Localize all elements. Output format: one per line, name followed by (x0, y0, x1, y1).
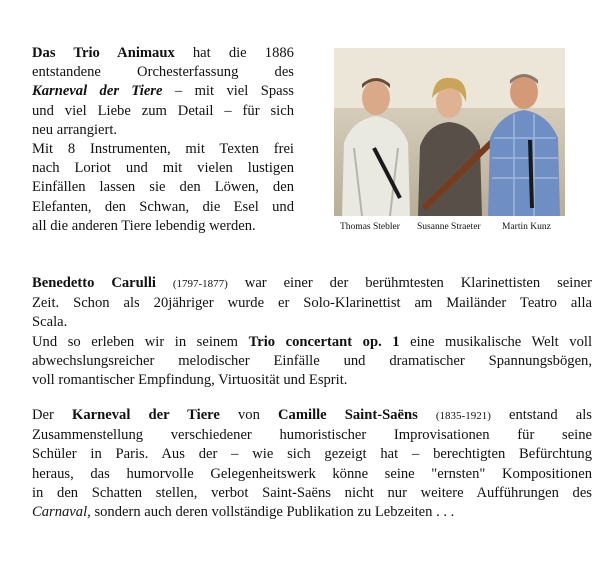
intro-line-1: Das Trio Animaux hat die 1886 (32, 45, 294, 61)
photo-caption: Martin Kunz (502, 222, 551, 232)
intro-paragraph (32, 44, 294, 236)
saintsaens-line-4: heraus, das humorvolle Gelegenheitswerk könne seine "ernsten" Kompositionen (32, 465, 592, 482)
intro-line-10: all die anderen Tiere lebendig werden. (32, 217, 256, 234)
saintsaens-line-6: Carnaval, sondern auch deren vollständige Publikation zu Lebzeiten . . . (32, 504, 455, 521)
carulli-line-2: Zeit. Schon als 20jähriger wurde er Solo-Klarinettist am Mailänder Teatro alla (32, 295, 592, 312)
saintsaens-line-3: Schüler in Paris. Aus der – wie sich gezeigt hat – berechtigten Befürchtung (32, 446, 592, 463)
work-title: Karneval der Tiere (72, 407, 220, 423)
intro-line-8: Einfällen lassen sie den Löwen, den (32, 179, 294, 196)
saintsaens-line-2: Zusammenstellung verschiedener humoristischer Improvisationen für seine (32, 427, 592, 444)
carulli-line-5: abwechslungsreicher melodischer Einfälle und dramatischer Spannungsbögen, (32, 352, 592, 369)
photo-caption: Susanne Straeter (417, 222, 481, 232)
saintsaens-line-5: in den Schatten stellen, verbot Saint-Saëns nicht nur weitere Aufführungen des (32, 484, 592, 501)
trio-photo-image (334, 48, 565, 216)
intro-line-6: Mit 8 Instrumenten, mit Texten frei (32, 141, 294, 158)
life-dates: (1835-1921) (435, 410, 491, 422)
intro-line-4: und viel Liebe zum Detail – für sich (32, 102, 294, 119)
composer-name: Benedetto Carulli (32, 275, 156, 291)
intro-line-2: entstandene Orchesterfassung des (32, 64, 294, 81)
saintsaens-line-1: Der Karneval der Tiere von Camille Saint-Saëns (1835-1921) entstand als (32, 407, 592, 423)
trio-photo (334, 48, 565, 216)
carulli-line-4: Und so erleben wir in seinem Trio concertant op. 1 eine musikalische Welt voll (32, 333, 592, 350)
intro-line-3: Karneval der Tiere – mit viel Spass (32, 83, 294, 100)
carulli-line-6: voll romantischer Empfindung, Virtuosität und Esprit. (32, 372, 348, 389)
carulli-paragraph (32, 274, 592, 390)
intro-line-5: neu arrangiert. (32, 121, 118, 138)
composer-name: Camille Saint-Saëns (278, 407, 418, 423)
work-title: Trio concertant op. 1 (248, 333, 400, 350)
ensemble-name: Das Trio Animaux (32, 45, 175, 61)
intro-line-9: Elefanten, den Schwan, die Esel und (32, 198, 294, 215)
work-title: Carnaval, (32, 504, 91, 521)
work-title: Karneval der Tiere (32, 83, 163, 100)
carulli-line-1: Benedetto Carulli (1797-1877) war einer der berühmtesten Klarinettisten seiner (32, 275, 592, 291)
photo-caption: Thomas Stebler (340, 222, 400, 232)
life-dates: (1797-1877) (172, 278, 228, 290)
intro-line-7: nach Loriot und mit vielen lustigen (32, 160, 294, 177)
carulli-line-3: Scala. (32, 314, 68, 331)
saintsaens-paragraph (32, 406, 592, 522)
